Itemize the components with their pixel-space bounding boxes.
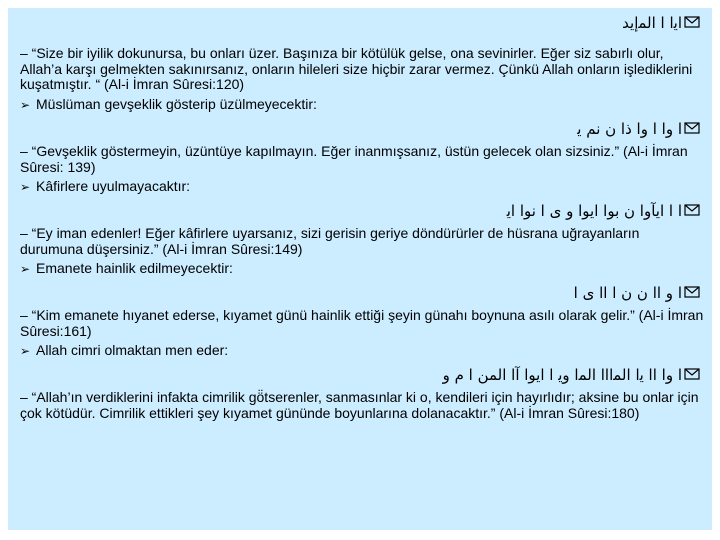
bullet-text: Allah cimri olmaktan men eder: (36, 342, 229, 358)
arrowhead-bullet-icon: ➢ (20, 98, 31, 112)
bullet-item-4 (20, 342, 704, 359)
quote-paragraph-3: – “Ey iman edenler! Eğer kâfirlere uyarsanız, sizi gerisin geriye döndürürler de hüsrana uğrayanların durumuna düşersiniz.” (Al-i İmran Sûresi:149) (20, 225, 640, 257)
arabic-text: ﺍ ﻭ ﺍﺍ ﻥ ﻥ ﺍ ﺍﺍ ﻯ ﺍ (573, 284, 682, 302)
bullet-item-1 (20, 96, 704, 113)
mailbox-icon (684, 121, 700, 139)
arabic-verse-5 (443, 366, 702, 385)
arabic-text: ﺍ ﻭﺍ ﺍﺍ ﻳﺍ ﺍﻟﻤﺍﺍﺍ ﺍﻟﻤﺍ ﻭﻳ ﺍ ﺍﻳﻮﺍ ﺁﺍ ﺍﻟﻤﻦ ﺍ ﻡ ﻭ (442, 366, 682, 384)
arrowhead-bullet-icon: ➢ (20, 180, 31, 194)
arabic-verse-1 (622, 14, 702, 33)
mailbox-icon (684, 15, 700, 33)
slide (8, 8, 712, 530)
quote-paragraph-5: – “Allah’ın verdiklerini infakta cimrilik gö̈tserenler, sanmasınlar ki o, kendileri için hayırlıdır; aksine bu onlar için çok kötüdür. Cimrilik ettikleri şey kıyamet gününde boyunlarına dolanacaktır.” (Al-i İmran Sûresi:180) (20, 389, 699, 421)
arabic-text: ﺍ ﺍ ﺍﻳﺂﻭﺍ ﻥ ﺑﻮﺍ ﺍﻳﻮﺍ ﻭ ﻯ ﺍ ﻧﻮﺍ ﺍﻳ (506, 202, 682, 220)
quote-paragraph-4: – “Kim emanete hıyanet ederse, kıyamet günü hainlik ettiği şeyin günahı boynuna asılı olarak gelir.” (Al-i İmran Sûresi:161) (20, 307, 704, 339)
arabic-text: ﺍﻳﺍ ﺍ ﺍﻟﻤﺇﻳﺪ (622, 14, 682, 32)
bullet-item-3 (20, 260, 704, 277)
bullet-text: Müslüman gevşeklik gösterip üzülmeyecektir: (36, 96, 317, 112)
arrowhead-bullet-icon: ➢ (20, 262, 31, 276)
bullet-text: Emanete hainlik edilmeyecektir: (36, 260, 233, 276)
mailbox-icon (684, 285, 700, 303)
arrowhead-bullet-icon: ➢ (20, 344, 31, 358)
bullet-item-2 (20, 178, 704, 195)
bullet-text: Kâfirlere uyulmayacaktır: (36, 178, 191, 194)
arabic-verse-4 (574, 284, 702, 303)
quote-paragraph-1: – “Size bir iyilik dokunursa, bu onları üzer. Başınıza bir kötülük gelse, ona sevinirler. Eğer siz sabırlı olur, Allah’a karşı gelmekten sakınırsanız, onların hileleri size hiçbir zarar vermez. Çünkü Allah onların işlediklerini kuşatmıştır. “ (Al-i İmran Sûresi:120) (20, 45, 693, 92)
arabic-verse-3 (507, 202, 702, 221)
quote-paragraph-2: – “Gevşeklik göstermeyin, üzüntüye kapılmayın. Eğer inanmışsanız, üstün gelecek olan sizsiniz.” (Al-i İmran Sûresi: 139) (20, 143, 688, 175)
mailbox-icon (684, 203, 700, 221)
mailbox-icon (684, 367, 700, 385)
arabic-verse-2 (577, 120, 702, 139)
arabic-text: ﺍ ﻭﺍ ﺍ ﻭﺍ ﺫﺍ ﻥ ﻧﻢ ﻳ (577, 120, 682, 138)
